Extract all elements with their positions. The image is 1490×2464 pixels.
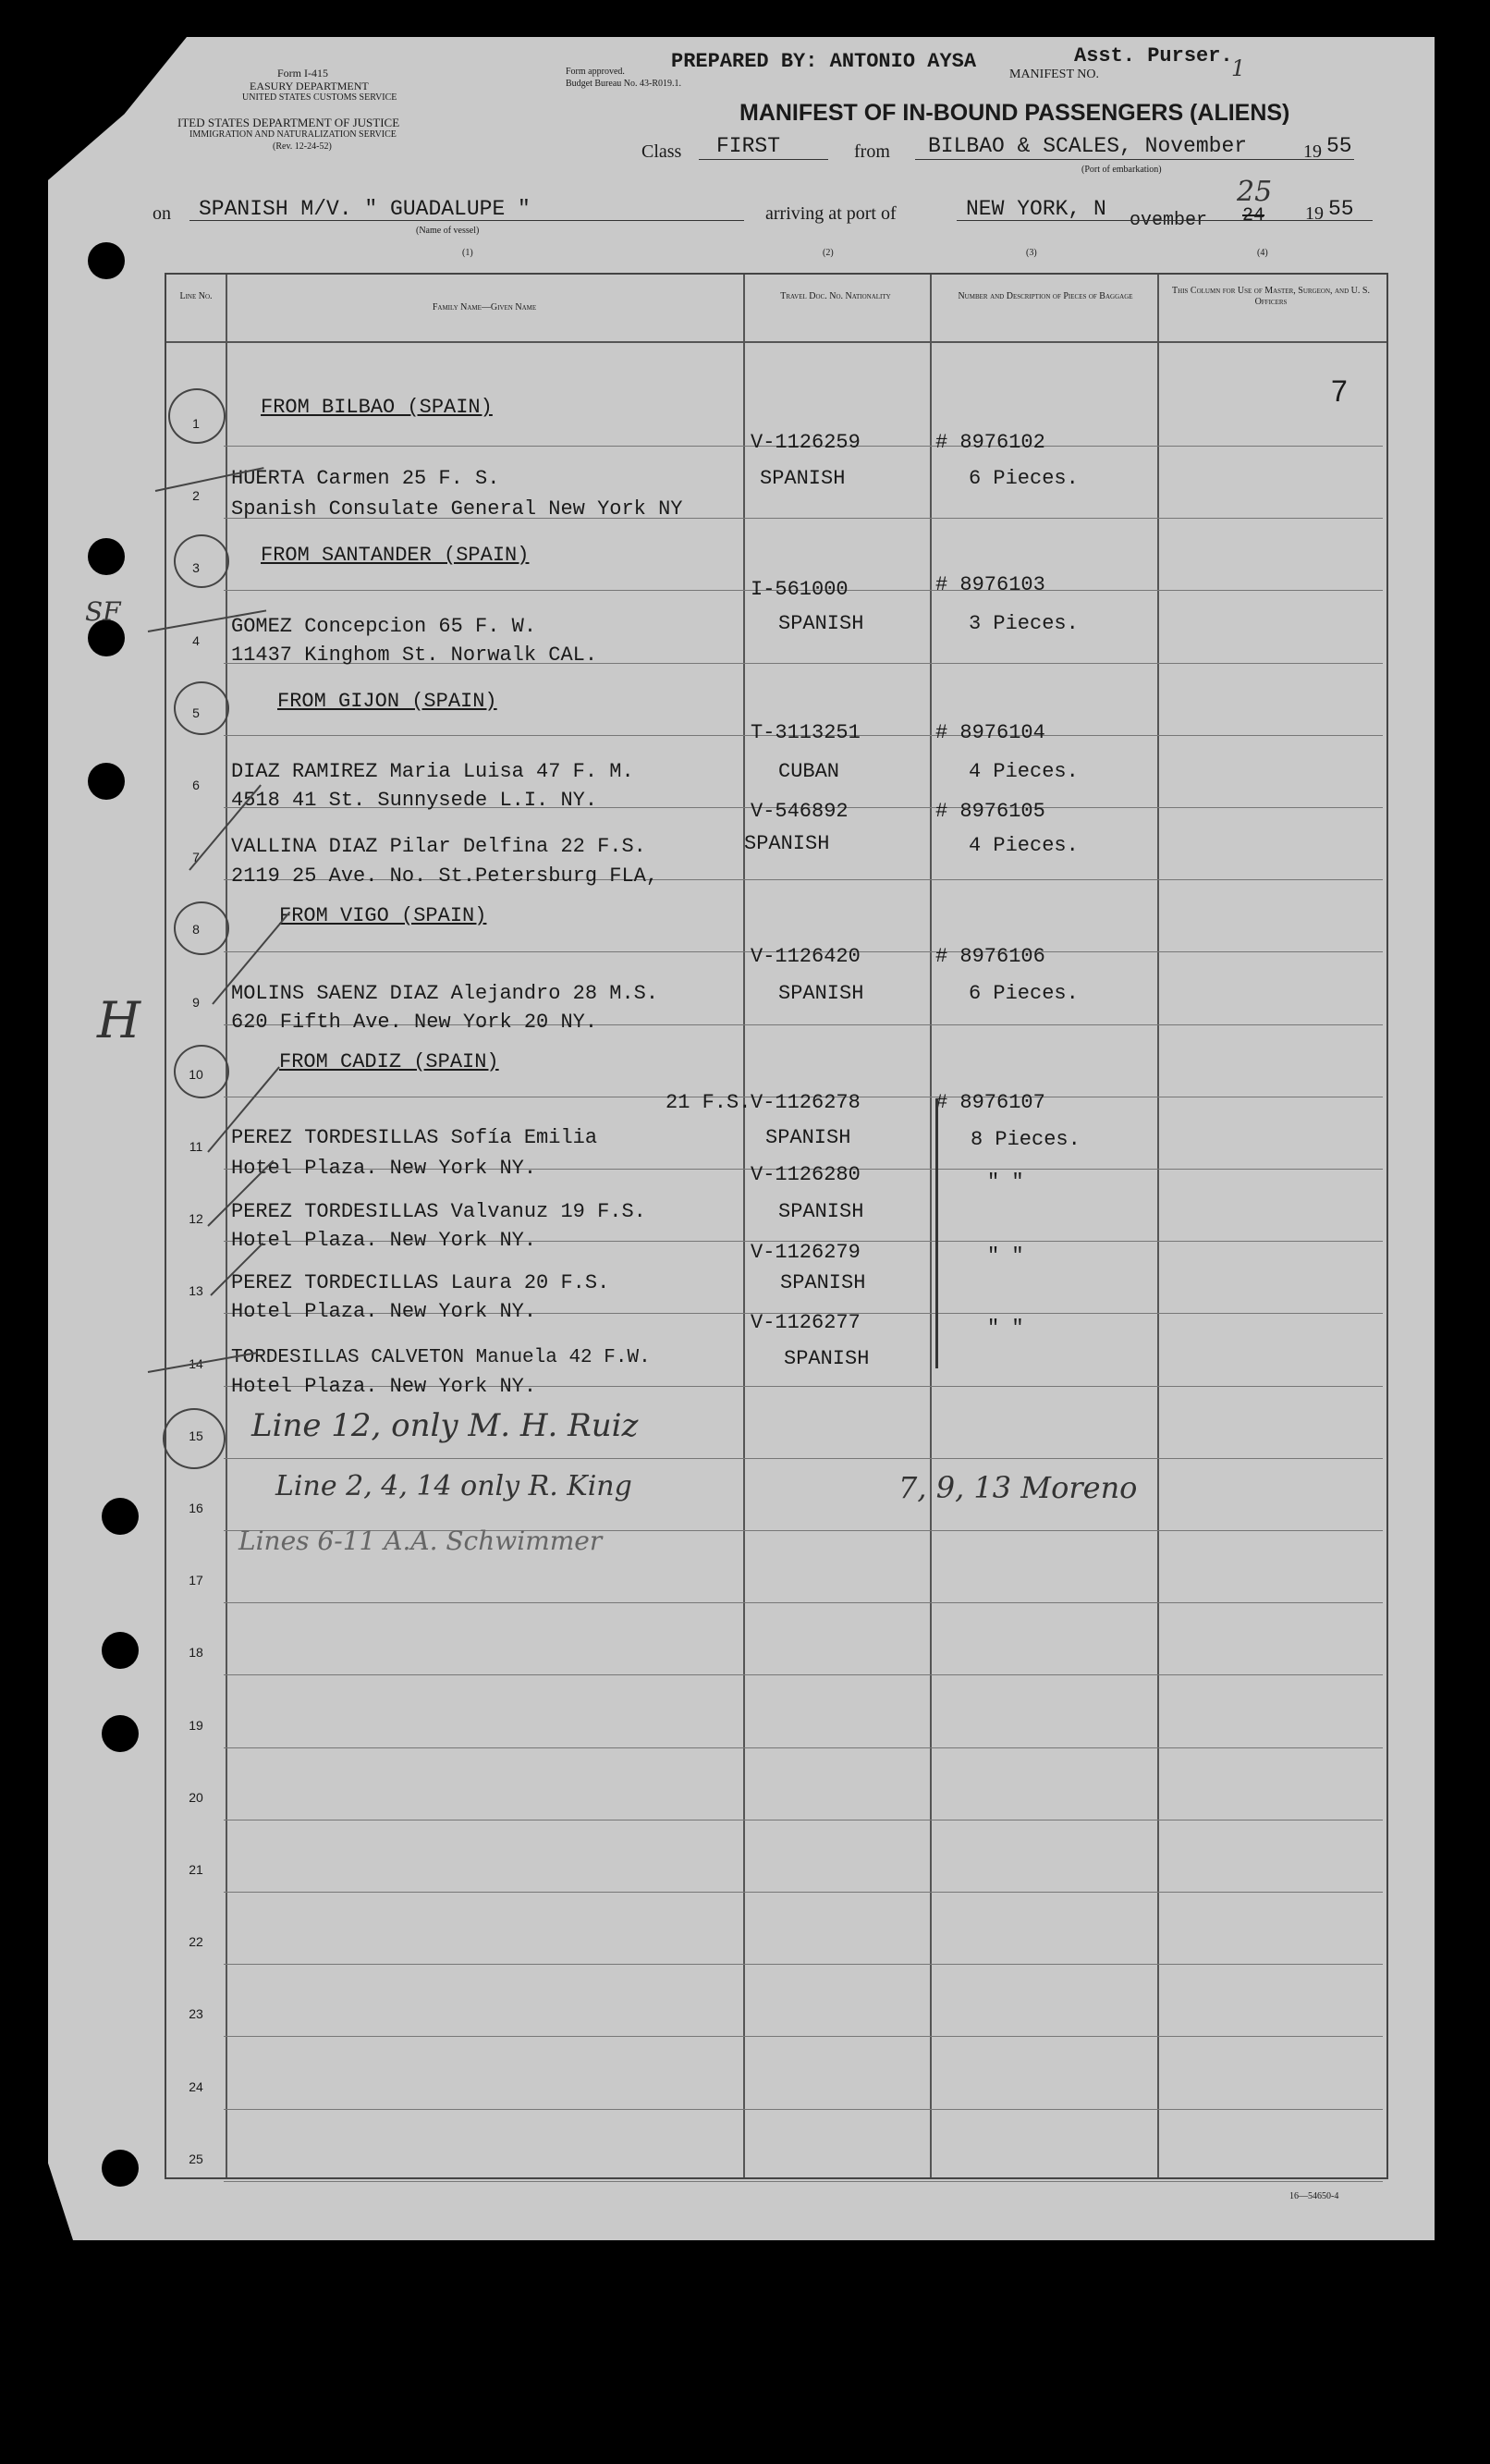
customs-service: UNITED STATES CUSTOMS SERVICE bbox=[242, 92, 397, 103]
row-line bbox=[224, 2109, 1383, 2110]
line-circle bbox=[174, 534, 229, 588]
port-embark-caption: (Port of embarkation) bbox=[1081, 165, 1162, 175]
handwritten-line16c: Lines 6-11 A.A. Schwimmer bbox=[238, 1526, 603, 1556]
addr-molins: 620 Fifth Ave. New York 20 NY. bbox=[231, 1011, 598, 1034]
doc-vallina: V-546892 bbox=[751, 800, 849, 823]
doc-gomez: I-561000 bbox=[751, 578, 849, 601]
name-laura: PEREZ TORDECILLAS Laura 20 F.S. bbox=[231, 1271, 610, 1294]
line-number: 20 bbox=[189, 1789, 203, 1805]
row-line bbox=[224, 1458, 1383, 1459]
bagno-diaz: # 8976104 bbox=[935, 721, 1045, 744]
purser-title: Asst. Purser. bbox=[1074, 44, 1233, 67]
bag-molins: 6 Pieces. bbox=[969, 982, 1079, 1005]
header-officer-column: This Column for Use of Master, Surgeon, and U. S. Officers bbox=[1172, 286, 1370, 307]
row-line bbox=[224, 1892, 1383, 1893]
footer-code: 16—54650-4 bbox=[1289, 2191, 1339, 2201]
bagno-gomez: # 8976103 bbox=[935, 573, 1045, 596]
col-num-4: (4) bbox=[1257, 248, 1268, 258]
line-number: 12 bbox=[189, 1211, 203, 1227]
binder-hole bbox=[88, 242, 125, 279]
addr-manuela: Hotel Plaza. New York NY. bbox=[231, 1375, 537, 1398]
name-huerta: HUERTA Carmen 25 F. S. bbox=[231, 467, 500, 490]
bagno-molins: # 8976106 bbox=[935, 945, 1045, 968]
line-circle bbox=[174, 681, 229, 735]
header-name: Family Name—Given Name bbox=[432, 302, 537, 313]
addr-huerta: Spanish Consulate General New York NY bbox=[231, 497, 683, 521]
line-number: 3 bbox=[192, 560, 200, 576]
class-label: Class bbox=[641, 141, 682, 162]
vessel-underline bbox=[189, 220, 744, 221]
section-gijon: FROM GIJON (SPAIN) bbox=[277, 690, 497, 713]
doc-molins: V-1126420 bbox=[751, 945, 861, 968]
line-circle bbox=[163, 1408, 226, 1469]
line-number: 24 bbox=[189, 2078, 203, 2094]
bag-gomez: 3 Pieces. bbox=[969, 612, 1079, 635]
revision-date: (Rev. 12-24-52) bbox=[273, 141, 332, 152]
bag-huerta: 6 Pieces. bbox=[969, 467, 1079, 490]
bag-diaz: 4 Pieces. bbox=[969, 760, 1079, 783]
line-number: 13 bbox=[189, 1283, 203, 1299]
nat-huerta: SPANISH bbox=[760, 467, 846, 490]
doc-huerta: V-1126259 bbox=[751, 431, 861, 454]
nat-diaz: CUBAN bbox=[778, 760, 840, 783]
line-number: 16 bbox=[189, 1501, 203, 1515]
class-value: FIRST bbox=[716, 134, 781, 158]
addr-diaz: 4518 41 St. Sunnysede L.I. NY. bbox=[231, 789, 598, 812]
nat-vallina: SPANISH bbox=[744, 832, 830, 855]
col-num-2: (2) bbox=[823, 248, 834, 258]
binder-hole bbox=[88, 763, 125, 800]
doc-laura: V-1126279 bbox=[751, 1241, 861, 1264]
doc-manuela: V-1126277 bbox=[751, 1311, 861, 1334]
line-number: 15 bbox=[189, 1428, 203, 1443]
class-underline bbox=[699, 159, 828, 160]
binder-hole bbox=[102, 1498, 139, 1535]
nat-laura: SPANISH bbox=[780, 1271, 866, 1294]
line-number: 1 bbox=[192, 416, 200, 431]
ditto-manuela: " " bbox=[987, 1317, 1024, 1340]
immigration-service: IMMIGRATION AND NATURALIZATION SERVICE bbox=[189, 129, 397, 140]
name-molins: MOLINS SAENZ DIAZ Alejandro 28 M.S. bbox=[231, 982, 659, 1005]
line-number: 22 bbox=[189, 1934, 203, 1950]
baggage-bracket bbox=[935, 1098, 938, 1368]
addr-laura: Hotel Plaza. New York NY. bbox=[231, 1300, 537, 1323]
row-line bbox=[224, 2181, 1383, 2182]
name-sofia: PEREZ TORDESILLAS Sofía Emilia bbox=[231, 1126, 598, 1149]
embark-port: BILBAO & SCALES, November bbox=[928, 134, 1248, 158]
line-number: 2 bbox=[192, 488, 200, 504]
arrival-port: NEW YORK, N bbox=[966, 197, 1106, 221]
nat-molins: SPANISH bbox=[778, 982, 864, 1005]
arriving-label: arriving at port of bbox=[765, 203, 897, 224]
line-number: 18 bbox=[189, 1645, 203, 1661]
form-approved: Form approved. bbox=[566, 67, 625, 77]
manifest-number: 1 bbox=[1231, 55, 1246, 81]
line-circle bbox=[168, 388, 226, 444]
addr-vallina: 2119 25 Ave. No. St.Petersburg FLA, bbox=[231, 864, 659, 888]
arrival-month: ovember bbox=[1130, 210, 1208, 231]
name-diaz: DIAZ RAMIREZ Maria Luisa 47 F. M. bbox=[231, 760, 634, 783]
margin-mark-4: SF bbox=[85, 596, 121, 627]
from-label: from bbox=[854, 141, 890, 162]
age-sofia: 21 F.S. bbox=[666, 1091, 751, 1114]
line-circle bbox=[174, 1045, 229, 1098]
form-number: Form I-415 bbox=[277, 67, 328, 80]
section-cadiz: FROM CADIZ (SPAIN) bbox=[279, 1050, 499, 1073]
line-number: 23 bbox=[189, 2006, 203, 2022]
line-number: 6 bbox=[192, 778, 200, 792]
bagno-sofia: # 8976107 bbox=[935, 1091, 1045, 1114]
officer-mark: 7 bbox=[1331, 374, 1348, 408]
nat-gomez: SPANISH bbox=[778, 612, 864, 635]
arrival-underline bbox=[957, 220, 1373, 221]
bag-vallina: 4 Pieces. bbox=[969, 834, 1079, 857]
line-number: 21 bbox=[189, 1862, 203, 1877]
from-underline bbox=[915, 159, 1354, 160]
on-label: on bbox=[153, 203, 171, 224]
arrival-year-prefix: 19 bbox=[1305, 203, 1324, 224]
header-divider bbox=[166, 341, 1386, 343]
row-line bbox=[224, 2036, 1383, 2037]
line-circle bbox=[174, 901, 229, 955]
prepared-by: PREPARED BY: ANTONIO AYSA bbox=[671, 50, 977, 73]
handwritten-line16b: 7, 9, 13 Moreno bbox=[898, 1470, 1138, 1505]
vessel-name: SPANISH M/V. " GUADALUPE " bbox=[199, 197, 531, 221]
row-line bbox=[224, 1602, 1383, 1603]
line-number: 17 bbox=[189, 1573, 203, 1588]
page-title: MANIFEST OF IN-BOUND PASSENGERS (ALIENS) bbox=[739, 100, 1290, 126]
addr-sofia: Hotel Plaza. New York NY. bbox=[231, 1157, 537, 1180]
binder-hole bbox=[102, 2150, 139, 2187]
bagno-huerta: # 8976102 bbox=[935, 431, 1045, 454]
vessel-caption: (Name of vessel) bbox=[416, 226, 480, 236]
name-vallina: VALLINA DIAZ Pilar Delfina 22 F.S. bbox=[231, 835, 646, 858]
col-num-3: (3) bbox=[1026, 248, 1037, 258]
addr-gomez: 11437 Kinghom St. Norwalk CAL. bbox=[231, 644, 598, 667]
line-number: 4 bbox=[192, 632, 200, 648]
ditto-valvanuz: " " bbox=[987, 1171, 1024, 1194]
name-gomez: GOMEZ Concepcion 65 F. W. bbox=[231, 615, 537, 638]
year-prefix: 19 bbox=[1303, 141, 1322, 162]
nat-sofia: SPANISH bbox=[765, 1126, 851, 1149]
treasury-department: EASURY DEPARTMENT bbox=[250, 80, 369, 92]
justice-department: ITED STATES DEPARTMENT OF JUSTICE bbox=[177, 116, 400, 129]
line-number: 11 bbox=[189, 1139, 203, 1154]
bag-sofia: 8 Pieces. bbox=[971, 1128, 1081, 1151]
header-baggage: Number and Description of Pieces of Baggage bbox=[958, 291, 1133, 301]
header-travel-doc: Travel Doc. No. Nationality bbox=[780, 291, 891, 301]
arrival-year: 55 bbox=[1328, 197, 1354, 221]
row-line bbox=[224, 1674, 1383, 1675]
nat-manuela: SPANISH bbox=[784, 1347, 870, 1370]
binder-hole bbox=[102, 1715, 139, 1752]
name-manuela: TORDESILLAS CALVETON Manuela 42 F.W. bbox=[231, 1347, 651, 1368]
handwritten-line16: Line 2, 4, 14 only R. King bbox=[275, 1470, 632, 1502]
arrival-day-struck: 24 bbox=[1242, 205, 1265, 227]
name-valvanuz: PEREZ TORDESILLAS Valvanuz 19 F.S. bbox=[231, 1200, 646, 1223]
doc-valvanuz: V-1126280 bbox=[751, 1163, 861, 1186]
doc-sofia: V-1126278 bbox=[751, 1091, 861, 1114]
row-line bbox=[224, 1964, 1383, 1965]
nat-valvanuz: SPANISH bbox=[778, 1200, 864, 1223]
bagno-vallina: # 8976105 bbox=[935, 800, 1045, 823]
binder-hole bbox=[102, 1632, 139, 1669]
col-num-1: (1) bbox=[462, 248, 473, 258]
line-number: 14 bbox=[189, 1355, 203, 1371]
line-number: 10 bbox=[189, 1066, 203, 1082]
line-number: 5 bbox=[192, 705, 200, 720]
ditto-laura: " " bbox=[987, 1244, 1024, 1268]
arrival-day: 25 bbox=[1237, 176, 1273, 208]
margin-mark-9: H bbox=[97, 991, 141, 1049]
line-number: 9 bbox=[192, 994, 200, 1010]
header-line-no: Line No. bbox=[179, 291, 213, 301]
handwritten-line15: Line 12, only M. H. Ruiz bbox=[251, 1407, 639, 1444]
budget-bureau: Budget Bureau No. 43-R019.1. bbox=[566, 79, 681, 89]
section-vigo: FROM VIGO (SPAIN) bbox=[279, 904, 487, 927]
year-value: 55 bbox=[1326, 134, 1352, 158]
manifest-no-label: MANIFEST NO. bbox=[1009, 67, 1099, 81]
section-santander: FROM SANTANDER (SPAIN) bbox=[261, 544, 530, 567]
row-line bbox=[224, 1747, 1383, 1748]
line-number: 8 bbox=[192, 922, 200, 938]
doc-diaz: T-3113251 bbox=[751, 721, 861, 744]
binder-hole bbox=[88, 538, 125, 575]
addr-valvanuz: Hotel Plaza. New York NY. bbox=[231, 1229, 537, 1252]
line-number: 19 bbox=[189, 1717, 203, 1733]
line-number: 25 bbox=[189, 2151, 203, 2166]
section-bilbao: FROM BILBAO (SPAIN) bbox=[261, 396, 493, 419]
line-number: 7 bbox=[192, 850, 200, 865]
